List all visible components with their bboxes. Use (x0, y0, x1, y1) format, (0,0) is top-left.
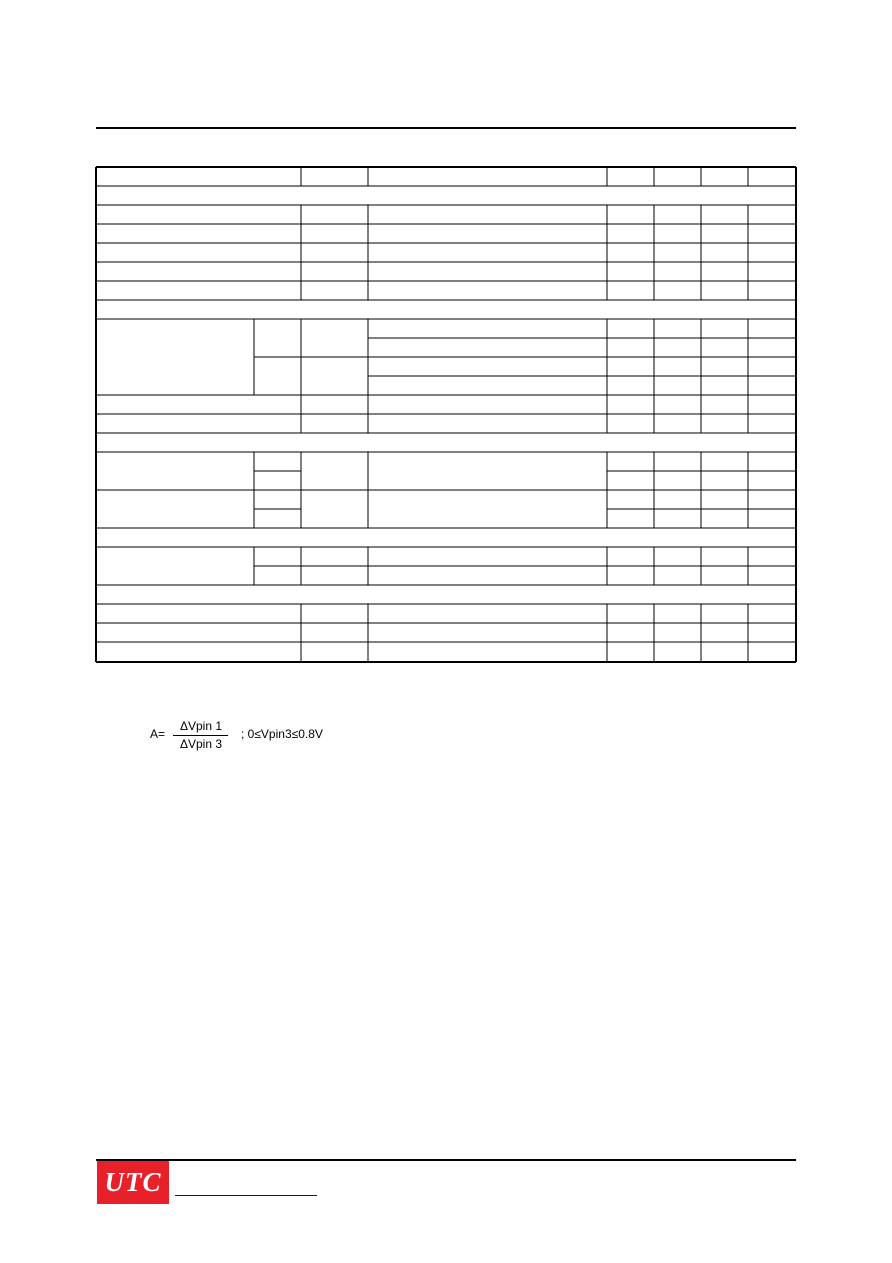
formula-denominator: ΔVpin 3 (179, 737, 223, 751)
gain-formula (150, 718, 450, 758)
formula-condition: ; 0≤Vpin3≤0.8V (241, 727, 323, 741)
formula-lhs: A= (150, 727, 166, 741)
formula-numerator: ΔVpin 1 (179, 719, 223, 733)
fraction-bar (173, 735, 228, 736)
footer-rule (96, 1159, 796, 1161)
utc-logo (97, 1161, 169, 1204)
website-link[interactable] (175, 1195, 317, 1196)
logo-text: UTC (104, 1167, 162, 1197)
